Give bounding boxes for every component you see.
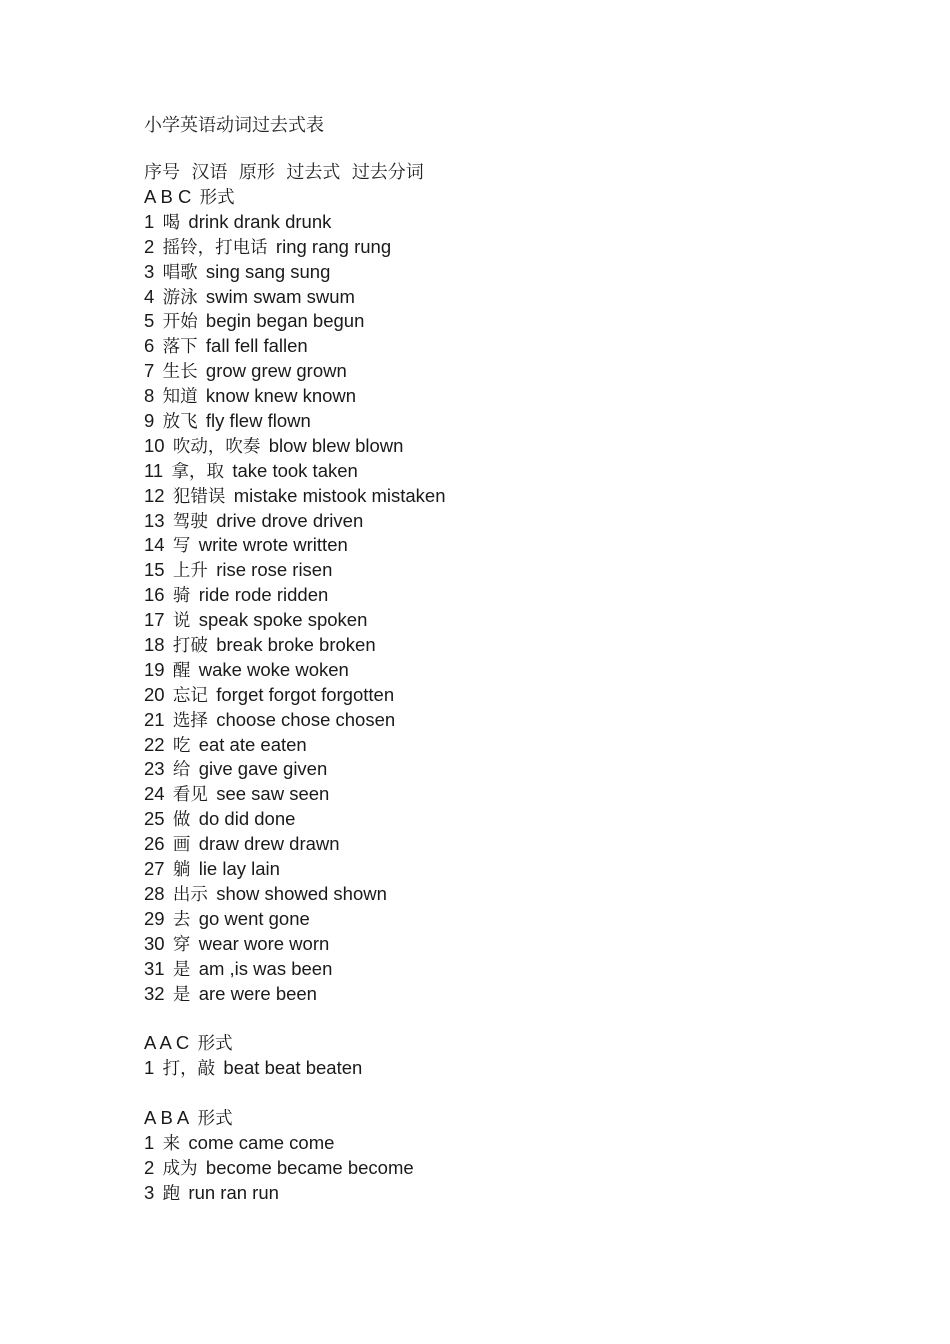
verb-chinese: 选择 — [172, 710, 208, 731]
verb-sections — [144, 185, 924, 1206]
verb-forms: ride rode ridden — [198, 584, 329, 606]
verb-index: 3 — [144, 260, 155, 282]
column-header — [144, 160, 924, 185]
verb-forms: wake woke woken — [198, 658, 349, 680]
verb-chinese: 画 — [172, 835, 191, 856]
verb-chinese: 做 — [172, 810, 191, 831]
verb-row — [144, 1181, 924, 1206]
verb-forms: beat beat beaten — [223, 1057, 363, 1079]
verb-forms: are were been — [198, 982, 317, 1004]
verb-chinese: 驾驶 — [172, 511, 208, 532]
section-label — [144, 1031, 924, 1056]
verb-row — [144, 309, 924, 334]
verb-forms: fly flew flown — [205, 410, 311, 432]
verb-forms: eat ate eaten — [198, 733, 307, 755]
verb-chinese: 骑 — [172, 586, 191, 607]
header-past-participle: 过去分词 — [351, 162, 424, 183]
verb-forms: drink drank drunk — [188, 210, 332, 232]
spacer — [144, 140, 924, 160]
verb-forms: draw drew drawn — [198, 833, 340, 855]
verb-forms: lie lay lain — [198, 858, 280, 880]
verb-chinese: 是 — [172, 984, 191, 1005]
verb-forms: break broke broken — [216, 634, 376, 656]
verb-row — [144, 982, 924, 1007]
verb-chinese: 上升 — [172, 561, 208, 582]
verb-index: 6 — [144, 335, 155, 357]
verb-forms: grow grew grown — [205, 360, 347, 382]
verb-index: 26 — [144, 833, 165, 855]
verb-index: 1 — [144, 1057, 155, 1079]
verb-forms: speak spoke spoken — [198, 609, 368, 631]
verb-row — [144, 683, 924, 708]
verb-index: 15 — [144, 559, 165, 581]
verb-chinese: 看见 — [172, 785, 208, 806]
verb-row — [144, 235, 924, 260]
header-chinese: 汉语 — [191, 162, 228, 183]
verb-chinese: 来 — [162, 1133, 181, 1154]
section-word: 形式 — [197, 1034, 233, 1055]
verb-chinese: 说 — [172, 611, 191, 632]
verb-index: 1 — [144, 210, 155, 232]
verb-forms: swim swam swum — [205, 285, 355, 307]
section-gap — [144, 1081, 924, 1106]
verb-row — [144, 1156, 924, 1181]
verb-chinese: 放飞 — [162, 412, 198, 433]
verb-forms: know knew known — [205, 385, 357, 407]
verb-forms: run ran run — [188, 1181, 279, 1203]
verb-row — [144, 782, 924, 807]
verb-index: 13 — [144, 509, 165, 531]
section-gap — [144, 1006, 924, 1031]
verb-chinese: 穿 — [172, 934, 191, 955]
verb-row — [144, 533, 924, 558]
verb-row — [144, 210, 924, 235]
verb-chinese: 醒 — [172, 660, 191, 681]
verb-chinese: 游泳 — [162, 287, 198, 308]
verb-index: 27 — [144, 858, 165, 880]
verb-forms: become became become — [205, 1156, 414, 1178]
verb-forms: give gave given — [198, 758, 328, 780]
verb-forms: see saw seen — [216, 783, 330, 805]
verb-row — [144, 932, 924, 957]
verb-row — [144, 757, 924, 782]
verb-forms: drive drove driven — [216, 509, 364, 531]
verb-index: 18 — [144, 634, 165, 656]
verb-row — [144, 807, 924, 832]
verb-row — [144, 384, 924, 409]
section-label — [144, 185, 924, 210]
verb-chinese: 生长 — [162, 362, 198, 383]
verb-row — [144, 459, 924, 484]
verb-index: 25 — [144, 808, 165, 830]
verb-row — [144, 708, 924, 733]
verb-index: 10 — [144, 434, 165, 456]
verb-row — [144, 882, 924, 907]
verb-chinese: 跑 — [162, 1183, 181, 1204]
section-letters: A B C — [144, 186, 192, 207]
verb-chinese: 摇铃，打电话 — [162, 237, 268, 258]
verb-forms: begin began begun — [205, 310, 365, 332]
verb-row — [144, 409, 924, 434]
verb-forms: sing sang sung — [205, 260, 331, 282]
header-index: 序号 — [144, 162, 180, 183]
verb-forms: choose chose chosen — [216, 708, 396, 730]
verb-index: 22 — [144, 733, 165, 755]
verb-chinese: 知道 — [162, 387, 198, 408]
verb-forms: come came come — [188, 1131, 335, 1153]
verb-chinese: 打，敲 — [162, 1059, 216, 1080]
verb-chinese: 犯错误 — [172, 486, 226, 507]
verb-index: 16 — [144, 584, 165, 606]
verb-row — [144, 658, 924, 683]
verb-index: 29 — [144, 907, 165, 929]
verb-chinese: 去 — [172, 909, 191, 930]
verb-index: 7 — [144, 360, 155, 382]
document-title: 小学英语动词过去式表 — [144, 115, 324, 136]
verb-index: 5 — [144, 310, 155, 332]
verb-row — [144, 558, 924, 583]
verb-chinese: 出示 — [172, 884, 208, 905]
verb-chinese: 是 — [172, 959, 191, 980]
section-letters: A A C — [144, 1032, 190, 1054]
verb-chinese: 打破 — [172, 636, 208, 657]
section-word: 形式 — [199, 188, 235, 208]
verb-row — [144, 285, 924, 310]
verb-row — [144, 857, 924, 882]
verb-chinese: 喝 — [162, 212, 181, 233]
section-label — [144, 1106, 924, 1131]
verb-index: 8 — [144, 385, 155, 407]
verb-forms: fall fell fallen — [205, 335, 308, 357]
verb-row — [144, 633, 924, 658]
verb-forms: mistake mistook mistaken — [233, 484, 446, 506]
verb-row — [144, 434, 924, 459]
verb-row — [144, 1131, 924, 1156]
verb-index: 24 — [144, 783, 165, 805]
verb-row — [144, 509, 924, 534]
verb-forms: ring rang rung — [275, 235, 392, 257]
verb-chinese: 开始 — [162, 312, 198, 333]
verb-index: 31 — [144, 957, 165, 979]
verb-index: 3 — [144, 1181, 155, 1203]
verb-index: 19 — [144, 658, 165, 680]
verb-chinese: 躺 — [172, 860, 191, 881]
verb-forms: forget forgot forgotten — [216, 683, 395, 705]
verb-chinese: 唱歌 — [162, 262, 198, 283]
verb-index: 32 — [144, 982, 165, 1004]
verb-index: 9 — [144, 410, 155, 432]
verb-index: 4 — [144, 285, 155, 307]
verb-chinese: 忘记 — [172, 685, 208, 706]
verb-index: 30 — [144, 932, 165, 954]
verb-forms: am ,is was been — [198, 957, 333, 979]
verb-chinese: 成为 — [162, 1158, 198, 1179]
verb-chinese: 拿，取 — [171, 461, 225, 482]
verb-index: 17 — [144, 609, 165, 631]
verb-row — [144, 359, 924, 384]
verb-index: 12 — [144, 484, 165, 506]
document-page — [144, 112, 924, 1206]
verb-index: 2 — [144, 1156, 155, 1178]
verb-row — [144, 1056, 924, 1081]
section-letters: A B A — [144, 1106, 190, 1128]
header-past-tense: 过去式 — [286, 162, 341, 183]
verb-index: 11 — [144, 459, 164, 481]
verb-row — [144, 832, 924, 857]
verb-index: 23 — [144, 758, 165, 780]
verb-row — [144, 334, 924, 359]
verb-index: 2 — [144, 235, 155, 257]
verb-chinese: 吃 — [172, 735, 191, 756]
section-word: 形式 — [197, 1108, 233, 1129]
verb-index: 21 — [144, 708, 165, 730]
verb-forms: write wrote written — [198, 534, 348, 556]
verb-forms: take took taken — [232, 459, 358, 481]
verb-forms: wear wore worn — [198, 932, 330, 954]
verb-chinese: 落下 — [162, 337, 198, 358]
verb-row — [144, 608, 924, 633]
verb-row — [144, 583, 924, 608]
verb-row — [144, 733, 924, 758]
verb-forms: go went gone — [198, 907, 310, 929]
verb-index: 14 — [144, 534, 165, 556]
header-base-form: 原形 — [238, 162, 275, 183]
verb-index: 28 — [144, 882, 165, 904]
verb-index: 1 — [144, 1131, 155, 1153]
verb-row — [144, 907, 924, 932]
verb-forms: show showed shown — [216, 882, 387, 904]
verb-chinese: 给 — [172, 760, 191, 781]
verb-row — [144, 484, 924, 509]
verb-chinese: 写 — [172, 536, 191, 557]
verb-row — [144, 260, 924, 285]
verb-index: 20 — [144, 683, 165, 705]
verb-forms: rise rose risen — [216, 559, 333, 581]
verb-row — [144, 957, 924, 982]
verb-forms: blow blew blown — [268, 434, 404, 456]
verb-chinese: 吹动，吹奏 — [172, 436, 261, 457]
verb-forms: do did done — [198, 808, 296, 830]
